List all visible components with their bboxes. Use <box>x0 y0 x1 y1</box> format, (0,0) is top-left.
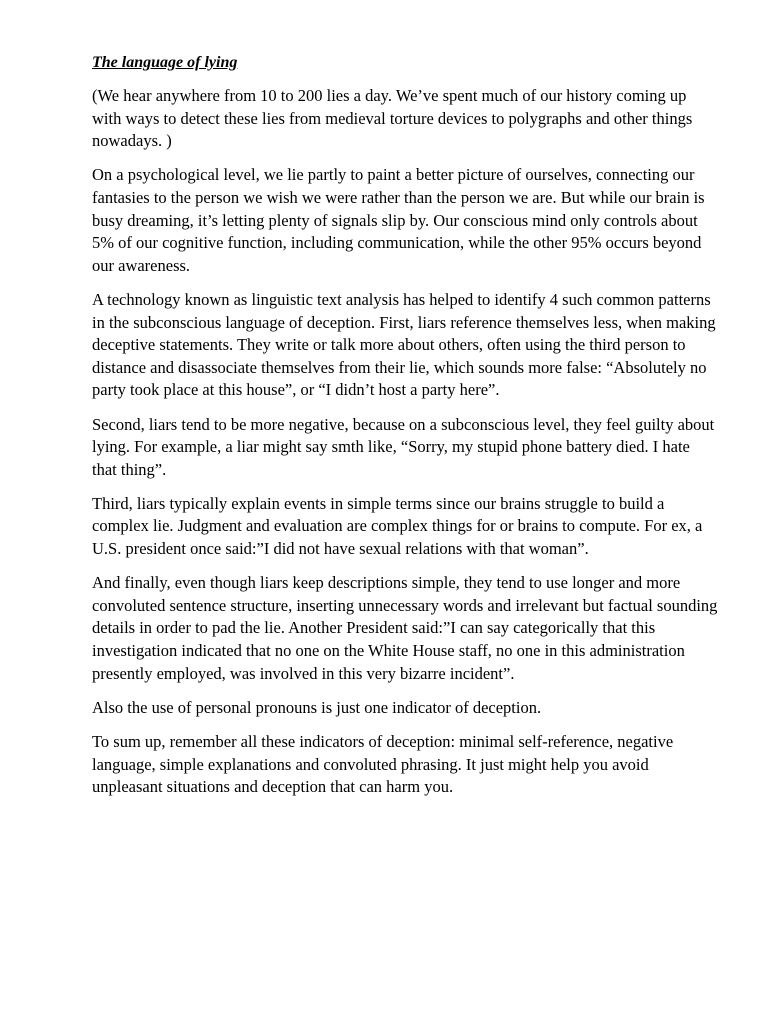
paragraph-summary: To sum up, remember all these indicators of deception: minimal self-reference, negative language, simple explanations and convoluted phrasing. It just might help you avoid unpleasant situations and deception that can harm you. <box>92 732 674 797</box>
paragraph-simple-terms: Third, liars typically explain events in simple terms since our brains struggle to build a complex lie. Judgment and evaluation are complex things for or brains to compute. For ex, a U.S. president once said:”I did not have sexual relations with that woman”. <box>92 493 703 559</box>
paragraph-negativity: Second, liars tend to be more negative, because on a subconscious level, they feel guilty about lying. For example, a liar might say smth like, “Sorry, my stupid phone battery died. I hate that thing”. <box>92 414 715 479</box>
document-body <box>92 52 718 810</box>
paragraph-linguistic-analysis: A technology known as linguistic text analysis has helped to identify 4 such common patterns in the subconscious language of deception. First, liars reference themselves less, when making deceptive statements. They write or talk more about others, often using the third person to distance and disassociate themselves from their lie, which sounds more false: “Absolutely no party took place at this house”, or “I didn’t host a party here”. <box>92 289 716 400</box>
document-title: The language of lying <box>92 54 238 71</box>
paragraph-intro: (We hear anywhere from 10 to 200 lies a day. We’ve spent much of our history coming up with ways to detect these lies from medieval torture devices to polygraphs and other things nowadays. ) <box>92 86 693 151</box>
paragraph-psychological-level: On a psychological level, we lie partly to paint a better picture of ourselves, connecting our fantasies to the person we wish we were rather than the person we are. But while our brain is busy dreaming, it’s letting plenty of signals slip by. Our conscious mind only controls about 5% of our cognitive function, including communication, while the other 95% occurs beyond our awareness. <box>92 165 705 275</box>
paragraph-pronouns: Also the use of personal pronouns is just one indicator of deception. <box>92 697 542 717</box>
paragraph-convoluted-structure: And finally, even though liars keep descriptions simple, they tend to use longer and more convoluted sentence structure, inserting unnecessary words and irrelevant but factual sounding details in order to pad the lie. Another President said:”I can say categorically that this investigation indicated that no one on the White House staff, no one in this administration presently employed, was involved in this very bizarre incident”. <box>92 573 718 683</box>
